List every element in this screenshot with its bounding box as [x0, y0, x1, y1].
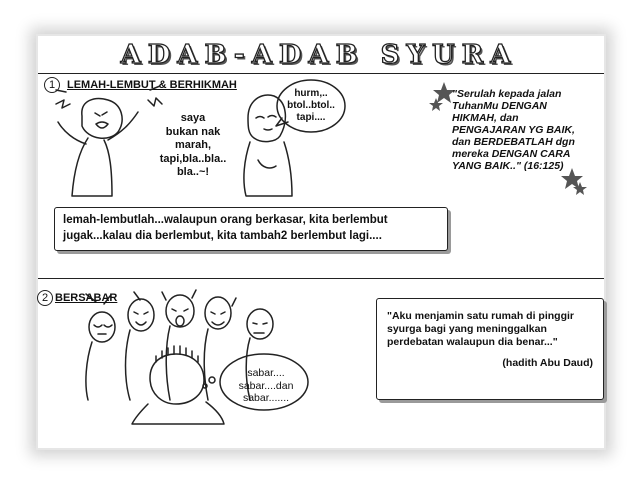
section1-heading: LEMAH-LEMBUT & BERHIKMAH — [67, 79, 237, 91]
angry-speech-line: bla..~! — [176, 166, 210, 178]
section2-number: 2 — [37, 290, 53, 306]
calm-speech-line: tapi.... — [296, 112, 326, 123]
angry-speech — [148, 112, 238, 180]
calm-speech — [278, 88, 344, 124]
quote-line: dan BERDEBATLAH dgn — [452, 136, 575, 148]
quote-line: HIKMAH, dan — [452, 112, 519, 124]
quote-line: TuhanMu DENGAN — [452, 100, 547, 112]
calm-speech-line: btol..btol.. — [287, 100, 335, 111]
hadith-line: perdebatan walaupun dia benar..." — [387, 336, 558, 348]
lesson-line: jugak...kalau dia berlembut, kita tambah2 berlembut lagi.... — [63, 230, 382, 242]
angry-speech-line: saya — [180, 112, 206, 124]
calm-speech-line: hurm,.. — [294, 88, 328, 99]
quote-line: mereka DENGAN CARA — [452, 148, 571, 160]
thought-line: sabar....... — [242, 392, 290, 404]
hadith-line: syurga bagi yang meninggalkan — [387, 323, 547, 335]
angry-speech-line: marah, — [174, 139, 212, 151]
hadith-reference: (hadith Abu Daud) — [502, 357, 593, 369]
patient-person-drawing — [132, 346, 224, 424]
angry-speech-line: bukan nak — [165, 125, 221, 138]
lesson-line: lemah-lembutlah...walaupun orang berkasar, kita berlembut — [63, 214, 388, 226]
hadith-box — [376, 298, 604, 400]
quote-line: YANG BAIK.." (16:125) — [452, 160, 564, 172]
angry-person-drawing — [56, 86, 162, 196]
quran-quote — [452, 88, 602, 172]
page-title: ADAB-ADAB SYURA — [120, 40, 518, 70]
quote-line: "Serulah kepada jalan — [452, 88, 562, 100]
thought-line: sabar....dan — [238, 379, 294, 392]
lesson-box — [54, 207, 448, 251]
section1-number: 1 — [44, 77, 60, 93]
angry-speech-line: tapi,bla..bla.. — [159, 152, 227, 165]
patience-thought — [226, 367, 306, 405]
quote-line: PENGAJARAN YG BAIK, — [452, 124, 575, 136]
hadith-line: "Aku menjamin satu rumah di pinggir — [387, 310, 575, 322]
section2-heading: BERSABAR — [55, 292, 118, 304]
thought-line: sabar.... — [247, 367, 285, 379]
